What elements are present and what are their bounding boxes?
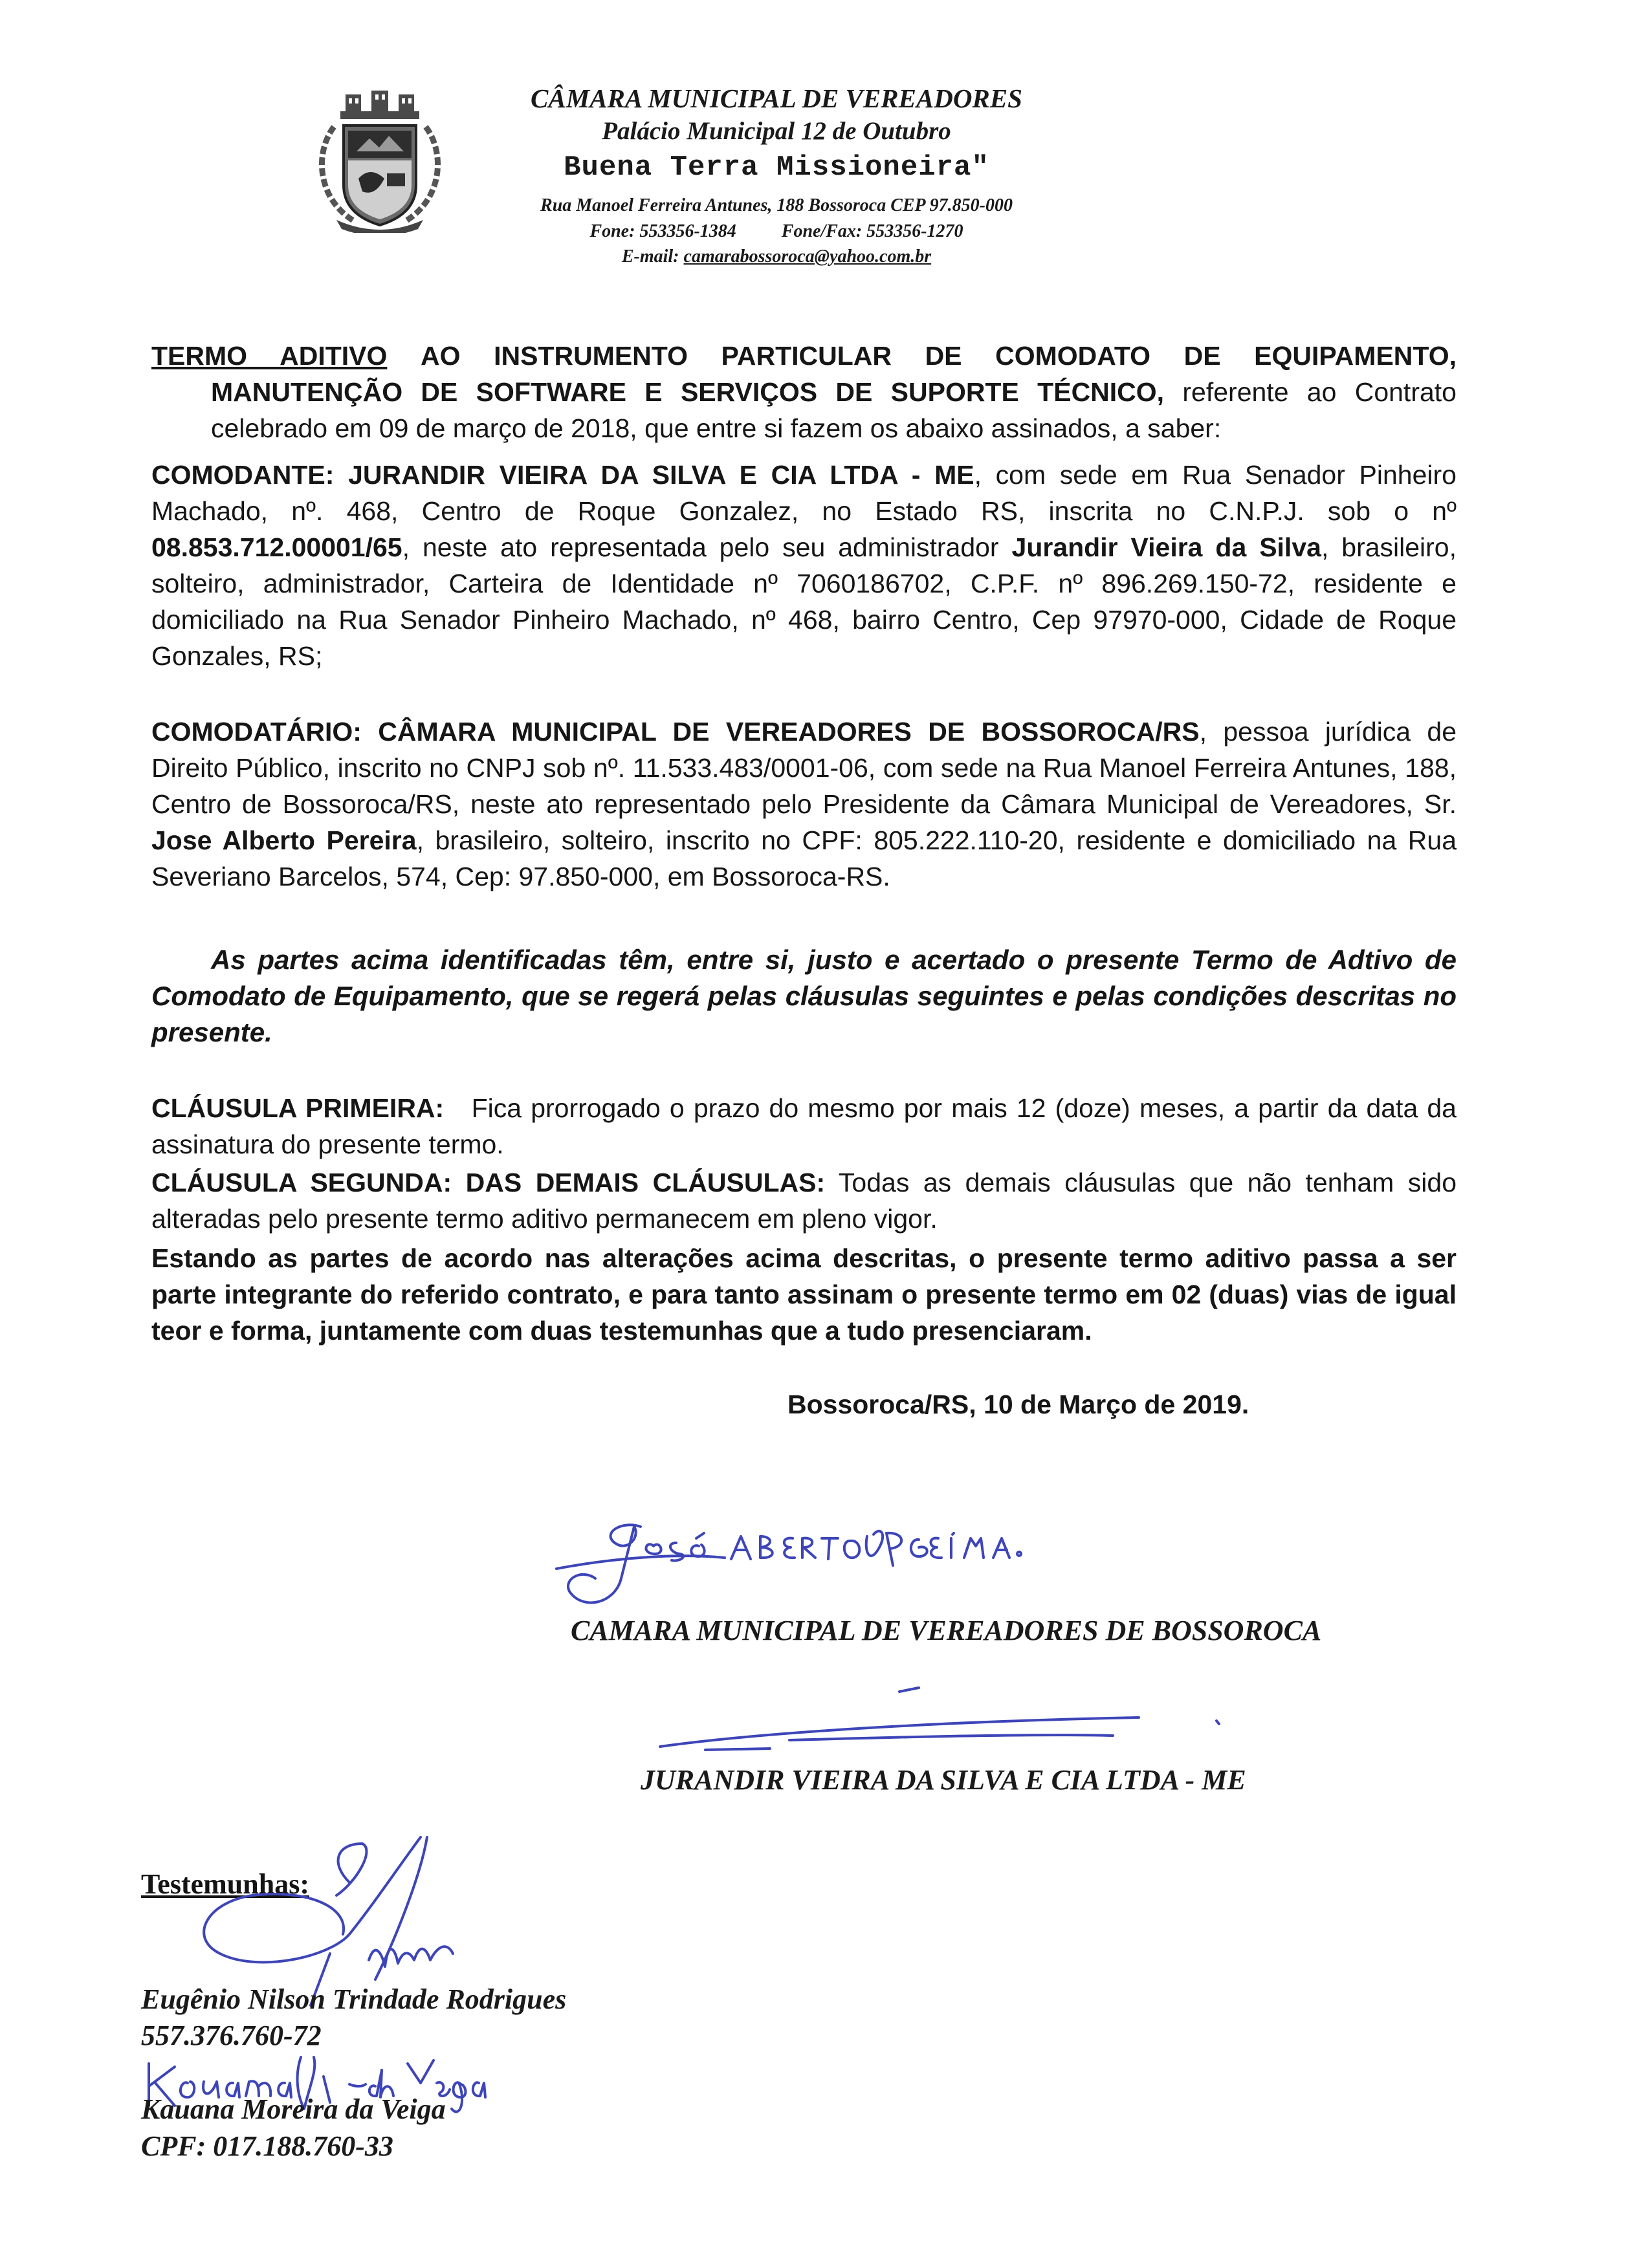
comodante-body <box>151 457 1457 638</box>
witness-1-cpf: 557.376.760-72 <box>141 2020 322 2051</box>
document-date: Bossoroca/RS, 10 de Março de 2019. <box>787 1390 1249 1419</box>
header-fax: Fone/Fax: 553356-1270 <box>781 221 963 241</box>
header-address: Rua Manoel Ferreira Antunes, 188 Bossoroca CEP 97.850-000 <box>540 195 1013 215</box>
comodatario-body <box>151 714 1457 858</box>
witness-1-name: Eugênio Nilson Trindade Rodrigues <box>141 1983 567 2015</box>
comodante-text-3: , brasileiro, solteiro, administrador, Carteira de Identidade nº 7060186702, C.P.F. nº 896.269.150-72, residente e domiciliado na Rua Senador Pinheiro Machado, nº 468, bairro Centro, Cep 97970-000, Cidade de Roque <box>151 532 1457 635</box>
comodatario-president: Jose Alberto Pereira <box>151 825 417 855</box>
intro-heading: AO INSTRUMENTO PARTICULAR DE COMODATO DE EQUIPAMENTO, <box>420 341 1457 371</box>
signature-label-camara: CAMARA MUNICIPAL DE VEREADORES DE BOSSOROCA <box>571 1615 1322 1646</box>
comodante-text-1: , com sede em Rua Senador Pinheiro Machado, nº. 468, Centro de Roque Gonzalez, no Estado RS, inscrita no C.N.P.J. sob o nº <box>151 460 1457 526</box>
comodante-admin: Jurandir Vieira da Silva <box>1011 532 1321 562</box>
intro-line-1 <box>151 338 1457 374</box>
comodante-last: Gonzales, RS; <box>151 641 323 671</box>
header-email-line <box>466 246 1087 267</box>
comodante-cnpj: 08.853.712.00001/65 <box>151 532 402 562</box>
clausula2-label: CLÁUSULA SEGUNDA: DAS DEMAIS CLÁUSULAS: <box>151 1168 826 1197</box>
partes-paragraph <box>151 942 1457 1051</box>
clausula-segunda <box>151 1164 1457 1237</box>
estando-body: Estando as partes de acordo nas alterações acima descritas, o presente termo aditivo passa a ser parte integrante do referido contrato, e para tanto assinam o presente termo em 02 (duas) vias de igual <box>151 1243 1457 1309</box>
comodatario-last: Severiano Barcelos, 574, Cep: 97.850-000, em Bossoroca-RS. <box>151 862 890 891</box>
comodatario-paragraph <box>151 714 1457 895</box>
intro-line-3: celebrado em 09 de março de 2018, que entre si fazem os abaixo assinados, a saber: <box>211 413 1222 443</box>
signature-jose-alberto <box>544 1507 1061 1617</box>
comodante-paragraph <box>151 457 1457 674</box>
intro-tail: referente ao Contrato <box>1182 377 1457 407</box>
header-email-link[interactable]: camarabossoroca@yahoo.com.br <box>683 246 932 267</box>
clausula-primeira <box>151 1090 1457 1162</box>
comodatario-text-1: , pessoa jurídica de Direito Público, inscrito no CNPJ sob nº. 11.533.483/0001-06, com sede na Rua Manoel Ferreira Antunes, 188, Centro de Bossoroca/RS, neste ato representado pelo Presidente da Câmara Municipal de Vereadores, Sr. <box>151 717 1457 819</box>
clausula2-text: Todas as demais cláusulas que não tenham sido <box>838 1168 1457 1197</box>
comodatario-label: COMODATÁRIO: CÂMARA MUNICIPAL DE VEREADORES DE BOSSOROCA/RS <box>151 717 1200 747</box>
comodante-label: COMODANTE: JURANDIR VIEIRA DA SILVA E CIA LTDA - ME <box>151 460 974 490</box>
intro-heading-2: MANUTENÇÃO DE SOFTWARE E SERVIÇOS DE SUPORTE TÉCNICO, <box>211 377 1165 407</box>
partes-last: presente. <box>151 1017 272 1047</box>
header-email-label: E-mail: <box>621 246 679 267</box>
header-phone: Fone: 553356-1384 <box>589 221 736 241</box>
header-motto: Buena Terra Missioneira" <box>564 151 989 184</box>
witness-2-cpf: CPF: 017.188.760-33 <box>141 2130 393 2162</box>
term-title: TERMO ADITIVO <box>151 341 388 371</box>
header-phones <box>466 221 1087 242</box>
clausula1-body <box>151 1090 1457 1126</box>
clausula1-text: Fica prorrogado o prazo do mesmo por mais 12 (doze) meses, a partir da data da <box>471 1093 1457 1123</box>
comodatario-text-2: , brasileiro, solteiro, inscrito no CPF: 805.222.110-20, residente e domiciliado na Rua <box>416 825 1457 855</box>
partes-body: As partes acima identificadas têm, entre si, justo e acertado o presente Termo de Adtivo de Comodato de Equipamento, que se regerá pelas cláusulas seguintes e pelas condições descritas no <box>151 944 1457 1011</box>
intro-paragraph <box>151 338 1457 446</box>
signature-jurandir <box>647 1685 1229 1763</box>
intro-line-2 <box>151 374 1457 410</box>
estando-last: teor e forma, juntamente com duas testemunhas que a tudo presenciaram. <box>151 1316 1092 1346</box>
witnesses-heading: Testemunhas: <box>141 1868 309 1900</box>
clausula1-last: assinatura do presente termo. <box>151 1129 504 1159</box>
header-palace: Palácio Municipal 12 de Outubro <box>602 117 951 145</box>
municipal-crest-icon <box>308 88 452 233</box>
clausula2-body <box>151 1164 1457 1201</box>
clausula1-label: CLÁUSULA PRIMEIRA: <box>151 1093 445 1123</box>
comodante-text-2: , neste ato representada pelo seu administrador <box>402 532 1012 562</box>
witness-2-name: Kauana Moreira da Veiga <box>141 2093 446 2125</box>
signature-label-jurandir: JURANDIR VIEIRA DA SILVA E CIA LTDA - ME <box>641 1764 1246 1796</box>
clausula2-last: alteradas pelo presente termo aditivo permanecem em pleno vigor. <box>151 1204 938 1234</box>
estando-paragraph <box>151 1240 1457 1349</box>
header-title: CÂMARA MUNICIPAL DE VEREADORES <box>531 83 1022 113</box>
